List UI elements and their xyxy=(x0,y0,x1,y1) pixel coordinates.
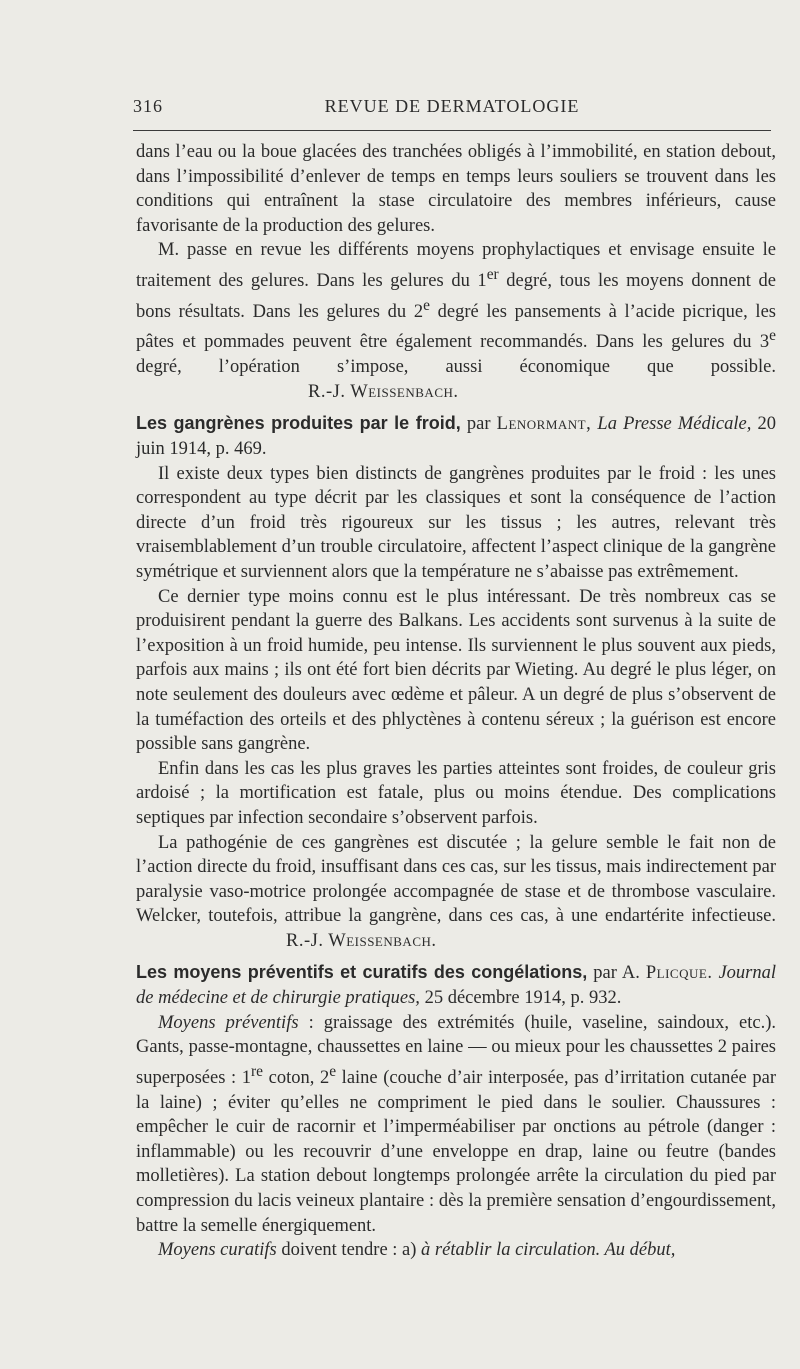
paragraph: Ce dernier type moins connu est le plus intéressant. De très nombreux cas se produisirent pendant la guerre des Balkans. Les accidents sont survenus à la suite de l’exposition à un froid humide, peu intense. Ils surviennent le plus souvent aux pieds, parfois aux mains ; ils ont été fort bien décrits par Wieting. Au degré le plus léger, on note seulement des douleurs avec œdème et pâleur. A un degré de plus s’observent de la tuméfaction des orteils et des phlyctènes à contenu séreux ; la guérison est encore possible sans gangrène. xyxy=(136,586,776,755)
signature: R.-J. Weissenbach. xyxy=(286,930,437,951)
page-number: 316 xyxy=(133,96,163,116)
header-rule xyxy=(133,130,771,131)
paragraph: Il existe deux types bien distincts de gangrènes produites par le froid : les unes correspondent au type décrit par les classiques et sont la conséquence de l’action directe d’un froid très rigoureux sur les tissus ; les autres, relevant très vraisemblablement d’un trouble circulatoire, affectent l’aspect clinique de la gangrène symétrique et surviennent alors que la température ne s’abaisse pas extrêmement. xyxy=(136,463,776,582)
paragraph: La pathogénie de ces gangrènes est discutée ; la gelure semble le fait non de l’action directe du froid, insuffisant dans ces cas, sur les tissus, mais indirectement par paralysie vaso-motrice prolongée accompagnée de stase et de thrombose vasculaire. Welcker, toutefois, attribue la gangrène, dans ces cas, à une endartérite infectieuse.R.-J. Weissenbach. xyxy=(136,831,776,954)
article-heading: Les gangrènes produites par le froid, par Lenormant, La Presse Médicale, 20 juin 1914, p. 469. xyxy=(136,413,776,459)
paragraph: dans l’eau ou la boue glacées des tranchées obligés à l’immobilité, en station debout, dans l’impossibilité d’enlever de temps en temps leurs souliers se trouvent dans les conditions qui entraînent la stase circulatoire des membres inférieurs, cause favorisante de la production des gelures. xyxy=(136,142,776,236)
paragraph: M. passe en revue les différents moyens prophylactiques et envisage ensuite le traitement des gelures. Dans les gelures du 1er degré, tous les moyens donnent de bons résultats. Dans les gelures du 2e degré les pansements à l’acide picrique, les pâtes et pommades peuvent être également recommandés. Dans les gelures du 3e degré, l’opération s’impose, aussi économique que possible.R.-J. Weissenbach. xyxy=(136,238,776,404)
signature: R.-J. Weissenbach. xyxy=(308,381,459,402)
page-body xyxy=(136,140,776,1263)
article-heading: Les moyens préventifs et curatifs des congélations, par A. Plicque. Journal de médecine et de chirurgie pratiques, 25 décembre 1914, p. 932. xyxy=(136,962,776,1009)
page-header xyxy=(133,96,771,126)
paragraph: Enfin dans les cas les plus graves les parties atteintes sont froides, de couleur gris ardoisé ; la mortification est fatale, plus ou moins étendue. Des complications septiques par infection secondaire s’observent parfois. xyxy=(136,758,776,828)
paragraph: Moyens curatifs doivent tendre : a) à rétablir la circulation. Au début, xyxy=(158,1240,676,1261)
paragraph: Moyens préventifs : graissage des extrémités (huile, vaseline, saindoux, etc.). Gants, passe-montagne, chaussettes en laine — ou mieux pour les chaussettes 2 paires superposées : 1re coton, 2e laine (couche d’air interposée, pas d’irritation cutanée par la laine) ; éviter qu’elles ne compriment le pied dans le soulier. Chaussures : empêcher le cuir de racornir et l’imperméabiliser par onctions au pétrole (danger : inflammable) ou les recouvrir d’une enveloppe en drap, laine ou feutre (bandes molletières). La station debout longtemps prolongée arrête la circulation du pied par compression du lacis veineux plantaire : dès la première sensation d’engourdissement, battre la semelle énergiquement. xyxy=(136,1012,776,1236)
running-title: REVUE DE DERMATOLOGIE xyxy=(324,96,580,116)
